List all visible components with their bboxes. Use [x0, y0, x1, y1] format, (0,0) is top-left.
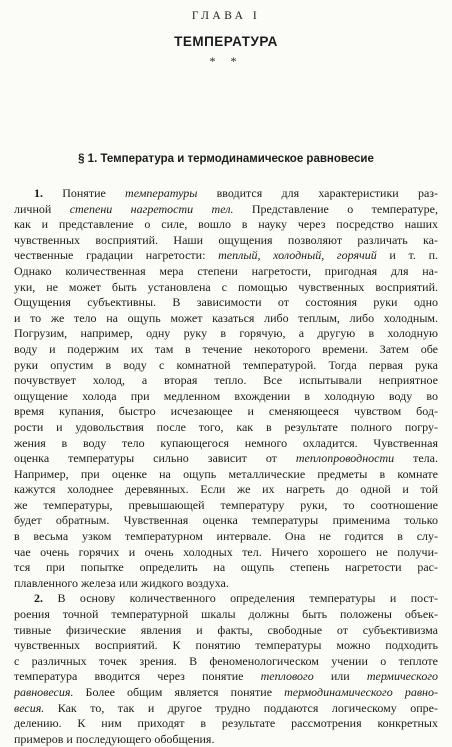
text-run: с различных точек зрения. В феноменологическом учении о теплоте	[14, 653, 438, 668]
text-line	[14, 591, 438, 607]
italic-term: степени нагретости тел.	[69, 201, 234, 216]
text-run: Однако количественная мера степени нагретости, пригодная для на-	[14, 263, 438, 278]
text-line	[14, 295, 438, 311]
paragraph-2	[14, 591, 438, 747]
text-run: как и представление о силе, вошло в науку через посредство наших	[14, 217, 438, 232]
text-run: и т. п.	[376, 248, 438, 263]
chapter-title: ТЕМПЕРАТУРА	[174, 34, 278, 49]
text-run: В основу количественного определения температуры и пост-	[57, 591, 438, 606]
paragraph-number: 1.	[34, 186, 63, 200]
italic-term: теплый, холодный, горячий	[218, 248, 377, 263]
text-run: воду и подержим их там в течение некоторого времени. Затем обе	[14, 341, 438, 356]
text-run: Например, при оценке на ощупь металлические предметы в комнате	[14, 466, 438, 481]
text-line	[14, 529, 438, 545]
text-line	[14, 358, 438, 374]
text-line	[14, 280, 438, 296]
text-line	[14, 560, 438, 576]
text-run: кажутся холоднее деревянных. Если же их нагреть до одной и той	[14, 482, 438, 497]
text-run: чае очень горячих и очень холодных тел. Ничего хорошего не получи-	[14, 544, 438, 559]
paragraph-1	[14, 186, 438, 591]
text-run: в весьма узком температурном интервале. Она не годится в слу-	[14, 529, 438, 544]
paragraph-number: 2.	[34, 591, 58, 606]
text-line	[14, 607, 438, 623]
text-run: тся при попытке определить на ощупь степень нагретости рас-	[14, 560, 438, 575]
text-line	[14, 669, 438, 685]
text-line	[14, 342, 438, 358]
italic-term: термодинамического равно-	[284, 685, 438, 699]
text-line	[14, 638, 438, 654]
text-line	[14, 576, 438, 592]
text-run: руки опустим в воду с комнатной температурой. Тогда первая рука	[14, 357, 438, 372]
chapter-label: ГЛАВА I	[191, 10, 261, 22]
italic-term: равновесия.	[14, 685, 74, 699]
text-line	[14, 436, 438, 452]
text-line	[14, 623, 438, 639]
italic-term: теплового	[260, 669, 314, 684]
italic-term: весия.	[14, 700, 45, 715]
text-line	[14, 389, 438, 405]
text-run: чественные градации нагретости:	[14, 248, 219, 263]
text-line	[14, 716, 438, 732]
text-run: Более общим является понятие	[73, 685, 285, 699]
text-run: ощущение холода при медленном вхождении в холодную воду во	[14, 388, 438, 403]
text-run: Понятие	[62, 186, 126, 200]
text-line	[14, 202, 438, 218]
text-line	[14, 701, 438, 717]
text-line	[14, 654, 438, 670]
text-run: оценка температуры сильно зависит от	[14, 451, 296, 466]
text-run: личной	[14, 201, 70, 216]
text-run: рости и удовольствия после того, как в результате полного погру-	[14, 419, 438, 434]
chapter-ornament: * *	[209, 54, 243, 68]
text-run: же температуры, превышающей температуру руки, то соотношение	[14, 497, 438, 512]
text-line	[14, 451, 438, 467]
text-line	[14, 186, 438, 202]
text-run: делению. К ним приходят в результате рассмотрения конкретных	[14, 716, 438, 731]
text-line	[14, 373, 438, 389]
text-line	[14, 732, 438, 747]
text-line	[14, 420, 438, 436]
text-run: Как то, так и другое трудно поддаются логическому опре-	[44, 700, 438, 715]
text-run: чувственных восприятий. Наши ощущения позволяют различать ка-	[14, 232, 438, 247]
text-run: почувствует холод, а вторая тепло. Все испытывали неприятное	[14, 373, 438, 388]
text-line	[14, 233, 438, 249]
text-run: тивные физические явления и факты, свободные от субъективизма	[14, 622, 438, 637]
text-run: Ощущения субъективны. В зависимости от состояния руки одно	[14, 295, 438, 310]
text-line	[14, 685, 438, 701]
text-line	[14, 498, 438, 514]
text-run: вводится для характеристики раз-	[197, 186, 438, 200]
text-run: температура вводится через понятие	[14, 669, 261, 684]
section-heading: § 1. Температура и термодинамическое равновесие	[78, 153, 374, 165]
text-run: жения в воду тело купающегося немного охладится. Чувственная	[14, 435, 438, 450]
text-run: время купания, быстро исчезающее и сменяющееся чувством бод-	[14, 404, 438, 419]
text-line	[14, 264, 438, 280]
text-line	[14, 326, 438, 342]
italic-term: теплопроводности	[295, 451, 395, 466]
text-line	[14, 467, 438, 483]
text-line	[14, 217, 438, 233]
text-run: примеров и последующего обобщения.	[14, 731, 215, 746]
text-line	[14, 311, 438, 327]
text-run: Представление о температуре,	[233, 201, 438, 216]
text-run: тела.	[394, 451, 438, 466]
text-run: и то же тело на ощупь может казаться либо теплым, либо холодным.	[14, 310, 438, 325]
text-run: роения точной температурной шкалы должны быть положены объек-	[14, 607, 438, 622]
text-line	[14, 404, 438, 420]
italic-term: температуры	[125, 186, 198, 200]
text-line	[14, 545, 438, 561]
text-line	[14, 513, 438, 529]
text-line	[14, 482, 438, 498]
text-run: уки, не может быть установлена с помощью чувственных восприятий.	[14, 279, 438, 294]
text-run: или	[313, 669, 367, 684]
text-run: будет обратным. Чувственная оценка температуры применима только	[14, 513, 438, 528]
text-run: чувственных восприятий. К понятию температуры можно подходить	[14, 638, 438, 653]
text-run: плавленного железа или жидкого воздуха.	[14, 575, 229, 590]
body-text	[14, 186, 438, 747]
italic-term: термического	[366, 669, 438, 684]
text-run: Погрузим, например, одну руку в горячую, а другую в холодную	[14, 326, 438, 341]
text-line	[14, 248, 438, 264]
